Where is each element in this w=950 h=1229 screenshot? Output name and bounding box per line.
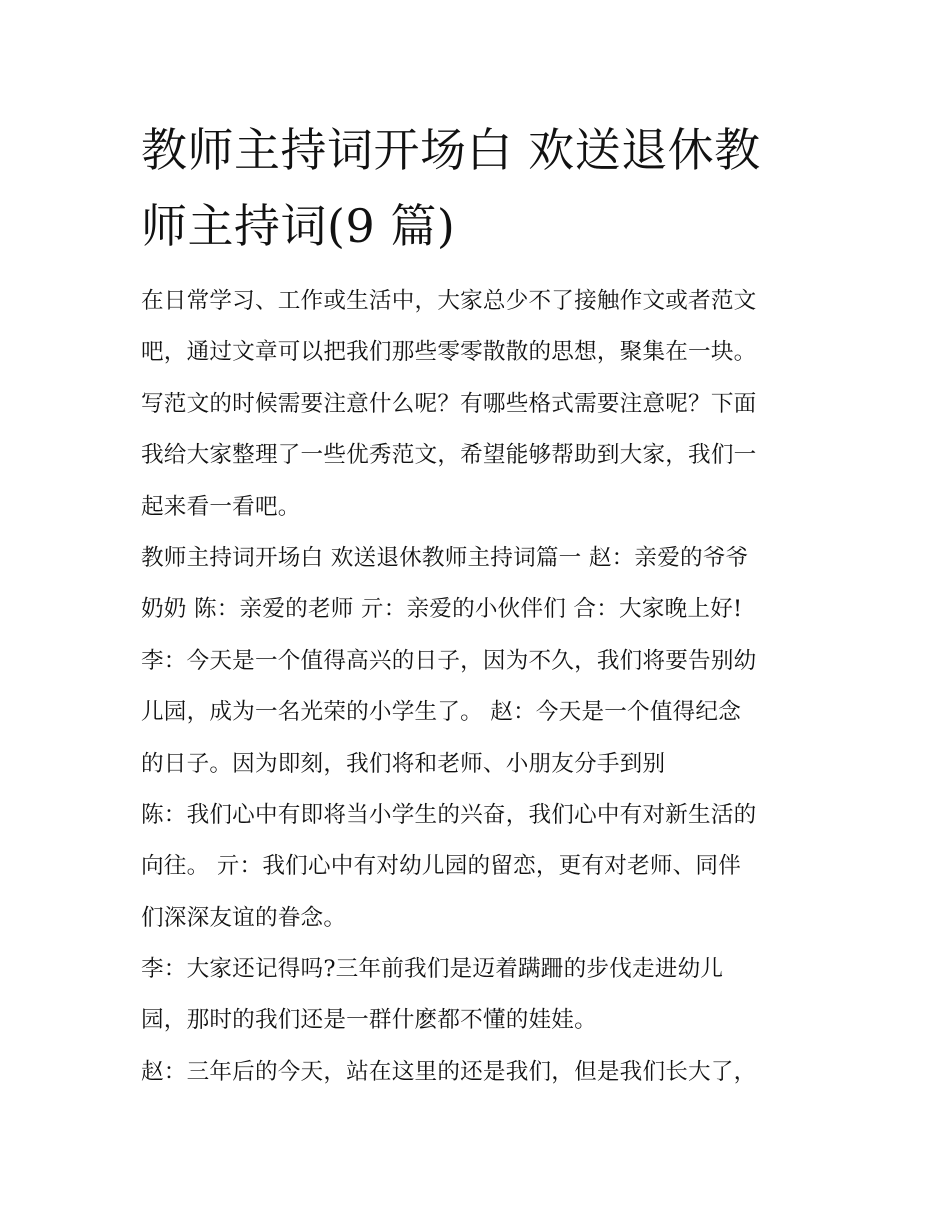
- body-line: 吧，通过文章可以把我们那些零零散散的思想，聚集在一块。: [141, 339, 757, 366]
- body-line: 起来看一看吧。: [141, 493, 301, 520]
- body-line: 陈：我们心中有即将当小学生的兴奋，我们心中有对新生活的: [141, 801, 757, 828]
- body-line: 的日子。因为即刻，我们将和老师、小朋友分手到别: [141, 750, 666, 777]
- document-title: [141, 112, 821, 264]
- document-body: [141, 276, 821, 1098]
- title-line: 师主持词(9 篇): [141, 199, 456, 253]
- body-line: 园，那时的我们还是一群什麽都不懂的娃娃。: [141, 1007, 597, 1034]
- body-line: 教师主持词开场白 欢送退休教师主持词篇一 赵：亲爱的爷爷: [141, 544, 749, 571]
- body-line: 儿园，成为一名光荣的小学生了。 赵：今天是一个值得纪念: [141, 699, 742, 726]
- body-line: 向往。 亓：我们心中有对幼儿园的留恋，更有对老师、同伴: [141, 853, 742, 880]
- body-line: 李：今天是一个值得高兴的日子，因为不久，我们将要告别幼: [141, 647, 757, 674]
- body-line: 写范文的时候需要注意什么呢？有哪些格式需要注意呢？下面: [141, 390, 757, 417]
- body-line: 我给大家整理了一些优秀范文，希望能够帮助到大家，我们一: [141, 442, 757, 469]
- body-line: 在日常学习、工作或生活中，大家总少不了接触作文或者范文: [141, 288, 757, 314]
- body-line: 李：大家还记得吗?三年前我们是迈着蹒跚的步伐走进幼儿: [141, 956, 724, 983]
- body-line: 赵：三年后的今天，站在这里的还是我们，但是我们长大了，: [141, 1058, 757, 1085]
- body-line: 们深深友谊的眷念。: [141, 904, 347, 931]
- title-line: 教师主持词开场白 欢送退休教: [141, 123, 761, 177]
- body-line: 奶奶 陈：亲爱的老师 亓：亲爱的小伙伴们 合：大家晚上好!: [141, 596, 743, 623]
